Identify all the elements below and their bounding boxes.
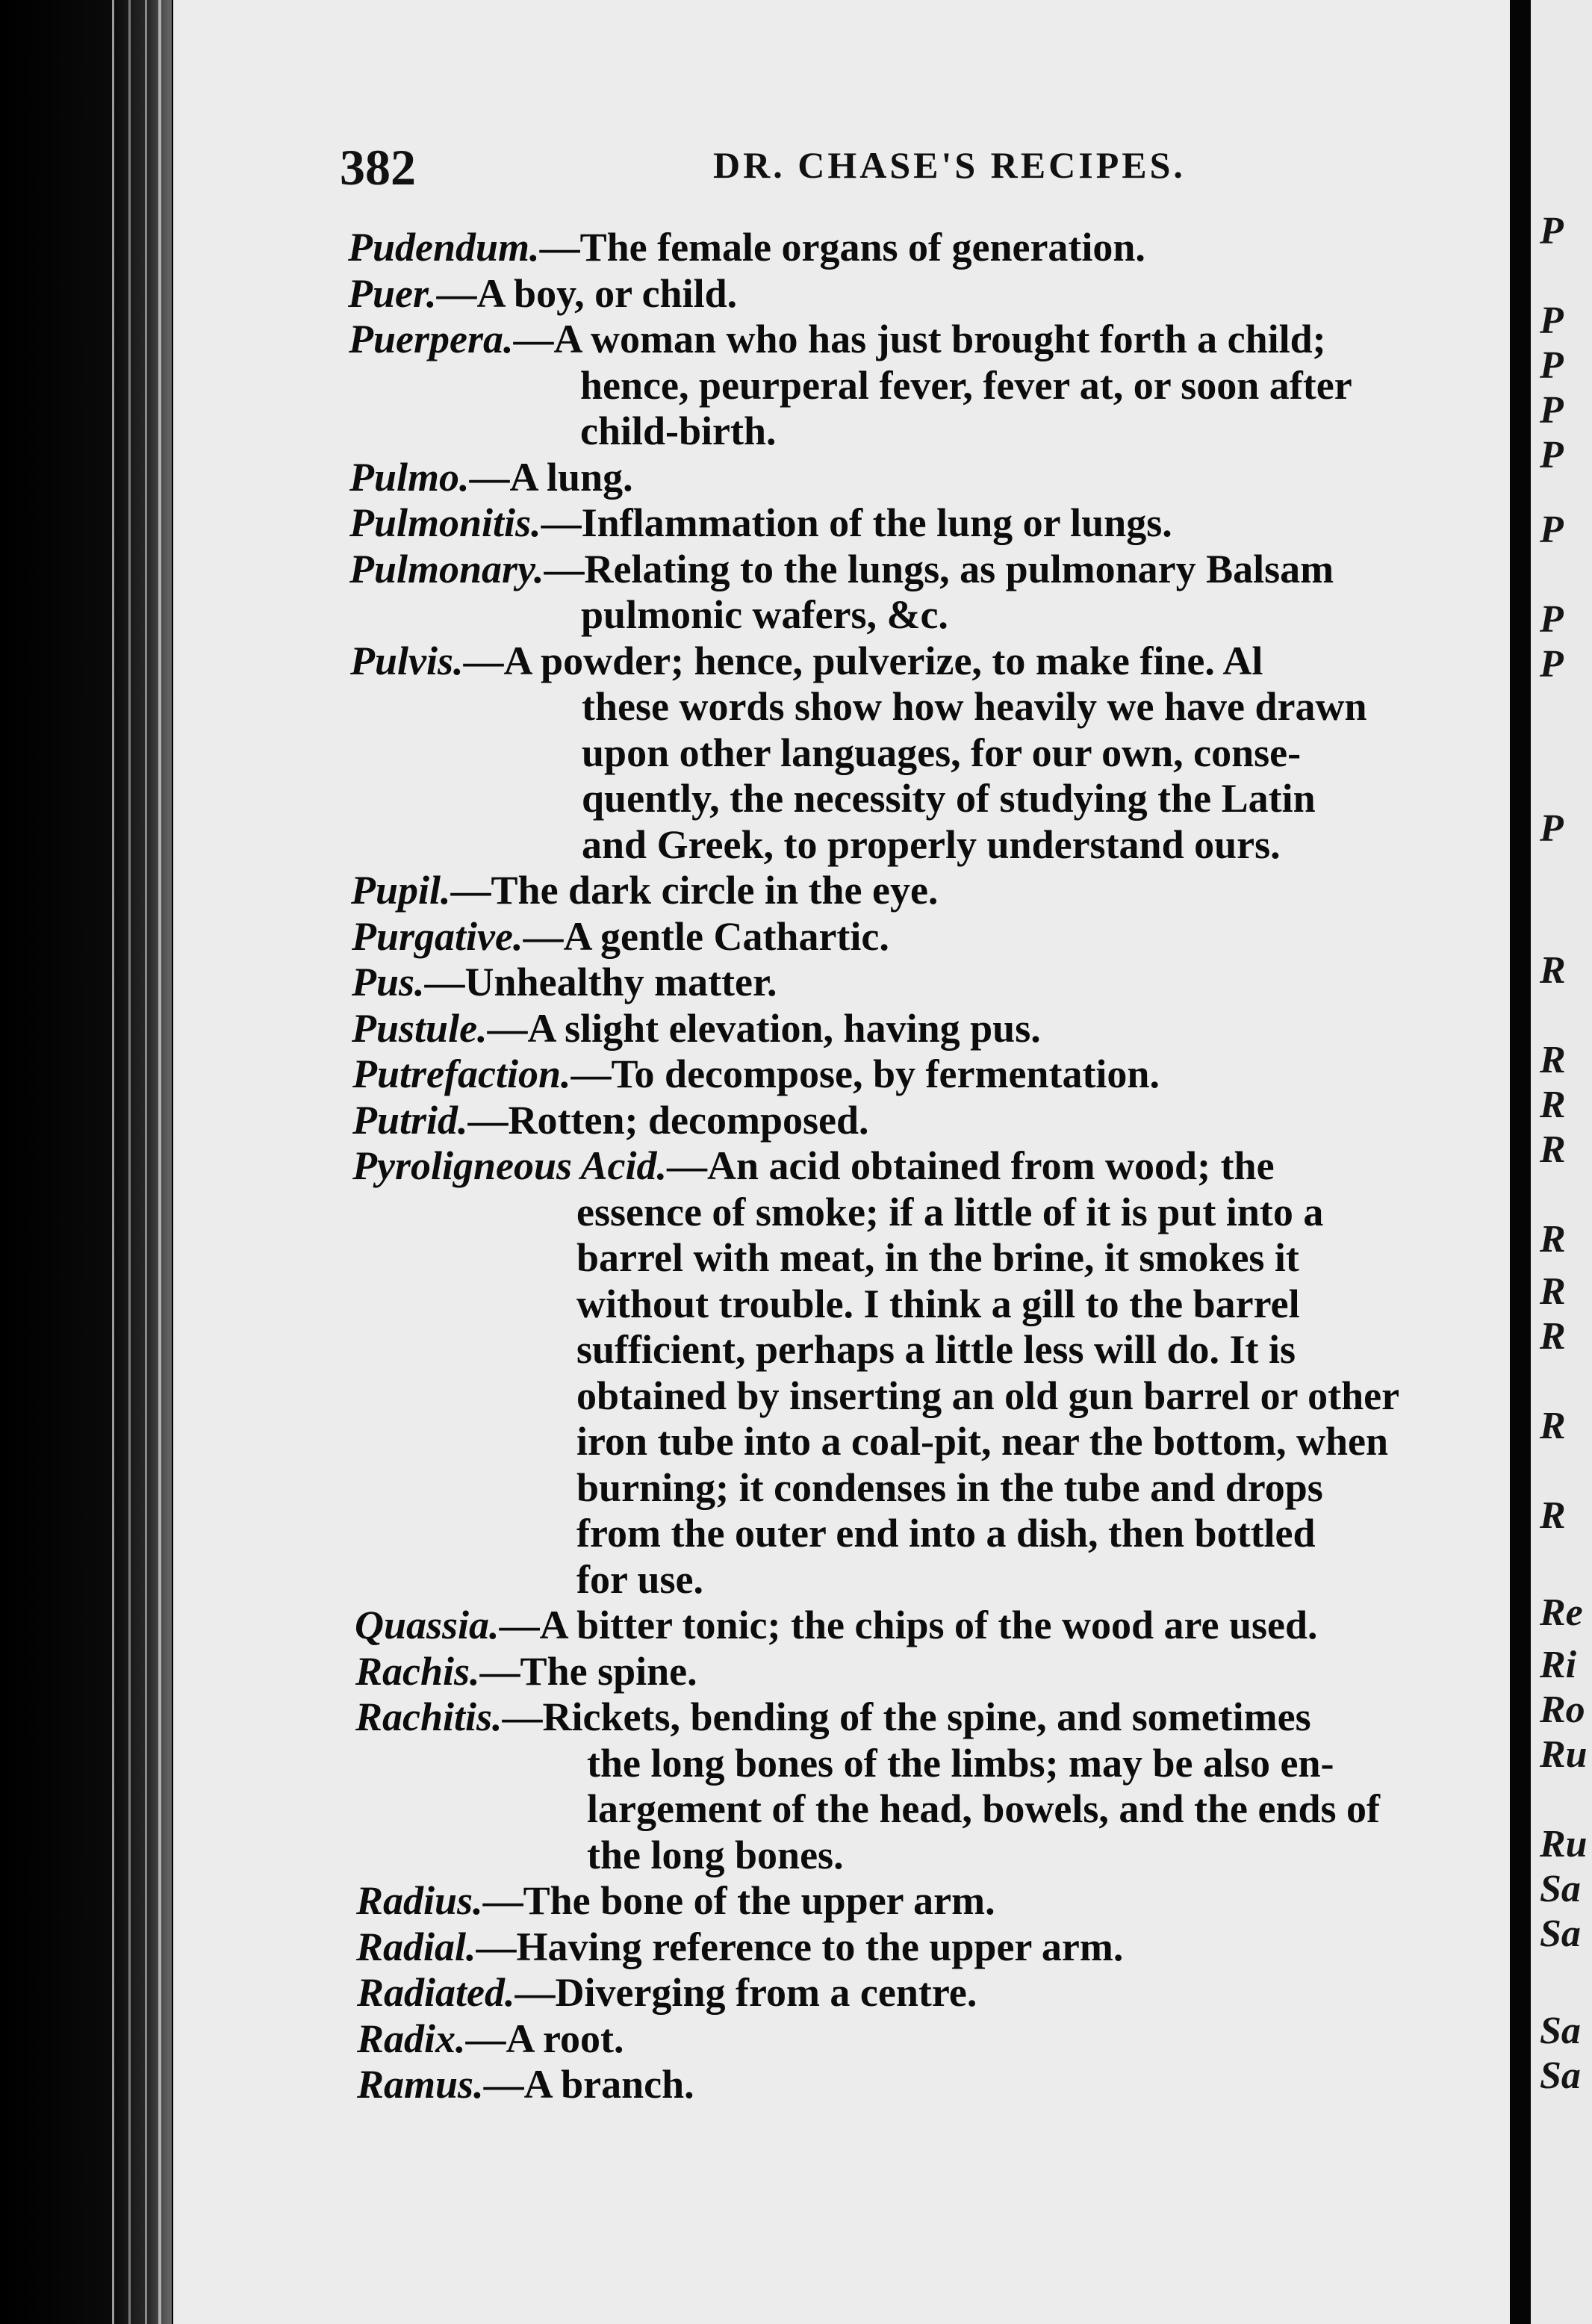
- entry-continuation-line: the long bones of the limbs; may be also en-: [587, 1740, 1334, 1786]
- entry-term: Radial.: [356, 1924, 476, 1969]
- facing-page-letter: R: [1540, 1315, 1566, 1358]
- entry-term: Purgative.: [352, 913, 523, 959]
- facing-page-letter: Ro: [1540, 1688, 1585, 1731]
- entry-line: [357, 2016, 624, 2062]
- facing-page-sliver: [1531, 0, 1592, 2324]
- em-dash: —: [450, 868, 491, 913]
- em-dash: —: [482, 1878, 523, 1923]
- page-edge-stripe: [158, 0, 161, 2324]
- entry-line: [348, 270, 737, 317]
- facing-page-letter: Sa: [1540, 1913, 1581, 1955]
- running-head-title: DR. CHASE'S RECIPES.: [713, 144, 1186, 186]
- entry-line: [352, 959, 777, 1005]
- em-dash: —: [479, 1648, 520, 1694]
- em-dash: —: [544, 546, 585, 591]
- entry-term: Pupil.: [351, 868, 451, 913]
- em-dash: —: [667, 1143, 708, 1188]
- entry-definition: A slight elevation, having pus.: [527, 1005, 1041, 1051]
- em-dash: —: [541, 500, 582, 545]
- entry-term: Rachis.: [355, 1648, 480, 1694]
- entry-line: [348, 224, 1145, 270]
- facing-page-letter: R: [1540, 1218, 1566, 1261]
- entry-continuation-line: iron tube into a coal-pit, near the bottom, when: [576, 1419, 1389, 1464]
- entry-line: [349, 546, 1334, 592]
- facing-page-letter: P: [1540, 389, 1564, 432]
- entry-continuation-line: hence, peurperal fever, fever at, or soon after: [580, 362, 1352, 408]
- entry-continuation-line: pulmonic wafers, &c.: [581, 592, 948, 637]
- facing-page-letter: Ru: [1540, 1823, 1588, 1865]
- entry-continuation-line: and Greek, to properly understand ours.: [582, 821, 1281, 867]
- entry-continuation-line: obtained by inserting an old gun barrel or other: [576, 1373, 1400, 1418]
- entry-line: [349, 454, 633, 500]
- facing-page-letter: R: [1540, 1084, 1566, 1126]
- facing-page-letter: R: [1540, 949, 1566, 992]
- entry-line: [350, 638, 1263, 684]
- entry-term: Quassia.: [355, 1603, 500, 1647]
- entry-line: [352, 1051, 1160, 1097]
- entry-definition: The female organs of generation.: [579, 225, 1145, 270]
- facing-page-letter: P: [1540, 509, 1564, 551]
- entry-definition: The dark circle in the eye.: [491, 868, 939, 913]
- entry-line: [355, 1602, 1318, 1648]
- entry-continuation-line: the long bones.: [587, 1832, 844, 1877]
- entry-term: Putrefaction.: [352, 1051, 571, 1096]
- em-dash: —: [570, 1051, 612, 1096]
- entry-continuation-line: burning; it condenses in the tube and drops: [576, 1464, 1323, 1510]
- entry-continuation-line: quently, the necessity of studying the Latin: [582, 776, 1316, 821]
- entry-definition: To decompose, by fermentation.: [611, 1051, 1160, 1096]
- entry-definition: Relating to the lungs, as pulmonary Balsam: [584, 546, 1334, 591]
- facing-page-letter: Sa: [1540, 2054, 1581, 2097]
- entry-definition: A lung.: [509, 454, 633, 500]
- em-dash: —: [469, 454, 510, 500]
- em-dash: —: [436, 270, 477, 316]
- entry-definition: A powder; hence, pulverize, to make fine. Al: [503, 638, 1263, 683]
- facing-page-letter: P: [1540, 807, 1564, 850]
- facing-page-letter: P: [1540, 643, 1564, 686]
- entry-definition: Inflammation of the lung or lungs.: [581, 500, 1172, 545]
- entry-definition: Having reference to the upper arm.: [516, 1924, 1124, 1969]
- entry-line: [356, 1924, 1123, 1970]
- facing-page-letter: P: [1540, 344, 1564, 387]
- em-dash: —: [467, 1097, 509, 1143]
- entry-definition: A bitter tonic; the chips of the wood are used.: [539, 1603, 1318, 1647]
- entry-term: Radius.: [356, 1878, 483, 1923]
- entry-definition: The bone of the upper arm.: [523, 1878, 995, 1923]
- entry-continuation-line: from the outer end into a dish, then bottled: [576, 1511, 1316, 1556]
- entry-term: Rachitis.: [355, 1694, 503, 1739]
- entry-line: [352, 1143, 1275, 1189]
- entry-term: Pulmonitis.: [349, 500, 541, 545]
- em-dash: —: [463, 638, 504, 683]
- facing-page-letter: P: [1540, 598, 1564, 641]
- entry-term: Ramus.: [357, 2062, 484, 2107]
- entry-definition: A gentle Cathartic.: [563, 913, 889, 959]
- facing-page-letter: R: [1540, 1128, 1566, 1171]
- entry-definition: Unhealthy matter.: [464, 960, 777, 1004]
- em-dash: —: [499, 1603, 540, 1647]
- em-dash: —: [483, 2062, 524, 2107]
- entry-term: Pulvis.: [350, 638, 464, 683]
- entry-continuation-line: for use.: [576, 1556, 703, 1602]
- running-head: [340, 45, 1535, 196]
- entry-definition: A woman who has just brought forth a child;: [553, 317, 1326, 361]
- em-dash: —: [476, 1924, 517, 1969]
- entry-term: Puerpera.: [349, 317, 514, 361]
- page-gap: [1510, 0, 1531, 2324]
- entry-definition: A root.: [506, 2016, 624, 2061]
- entry-continuation-line: largement of the head, bowels, and the ends of: [587, 1786, 1380, 1831]
- entry-line: [349, 500, 1172, 546]
- entry-continuation-line: sufficient, perhaps a little less will do. It is: [576, 1327, 1296, 1372]
- entry-term: Pus.: [352, 960, 425, 1004]
- entry-line: [355, 1694, 1311, 1740]
- entry-line: [356, 1877, 995, 1924]
- entry-continuation-line: without trouble. I think a gill to the barrel: [576, 1281, 1300, 1326]
- entry-term: Pyroligneous Acid.: [352, 1143, 668, 1188]
- entry-continuation-line: essence of smoke; if a little of it is put into a: [576, 1189, 1324, 1234]
- entry-line: [349, 316, 1326, 362]
- entry-continuation-line: these words show how heavily we have drawn: [582, 684, 1367, 729]
- entry-term: Pustule.: [352, 1005, 488, 1051]
- page-edge-stripe: [112, 0, 114, 2324]
- facing-page-letter: P: [1540, 210, 1564, 252]
- entry-line: [355, 1648, 697, 1694]
- entry-line: [352, 913, 889, 960]
- facing-page-letter: R: [1540, 1039, 1566, 1081]
- em-dash: —: [487, 1005, 528, 1051]
- entry-definition: The spine.: [520, 1648, 697, 1694]
- entry-line: [352, 1097, 869, 1143]
- page-number: 382: [340, 139, 416, 196]
- facing-page-letter: R: [1540, 1405, 1566, 1447]
- entry-line: [351, 867, 938, 913]
- page-edge-stripe: [128, 0, 131, 2324]
- entry-line: [357, 2061, 694, 2107]
- entry-definition: An acid obtained from wood; the: [707, 1143, 1275, 1188]
- entry-definition: Rotten; decomposed.: [508, 1097, 869, 1143]
- facing-page-letter: Sa: [1540, 1868, 1581, 1910]
- facing-page-letter: Ri: [1540, 1644, 1577, 1686]
- entry-definition: A branch.: [523, 2062, 694, 2107]
- entry-definition: A boy, or child.: [476, 270, 738, 316]
- facing-page-letter: P: [1540, 299, 1564, 342]
- entry-continuation-line: barrel with meat, in the brine, it smokes it: [576, 1235, 1299, 1280]
- facing-page-letter: Sa: [1540, 2010, 1581, 2052]
- facing-page-letter: P: [1540, 434, 1564, 476]
- facing-page-letter: R: [1540, 1494, 1566, 1537]
- entry-continuation-line: child-birth.: [580, 408, 777, 453]
- entry-line: [352, 1005, 1041, 1051]
- facing-page-letter: R: [1540, 1270, 1566, 1313]
- em-dash: —: [424, 960, 465, 1004]
- page-edge-stripe: [145, 0, 147, 2324]
- entry-term: Pulmo.: [349, 454, 470, 500]
- em-dash: —: [465, 2016, 506, 2061]
- facing-page-letter: Re: [1540, 1591, 1583, 1634]
- entry-term: Radix.: [357, 2016, 466, 2061]
- entry-term: Pudendum.: [348, 225, 540, 270]
- entry-definition: Diverging from a centre.: [555, 1970, 977, 2015]
- entry-definition: Rickets, bending of the spine, and sometimes: [542, 1694, 1311, 1739]
- em-dash: —: [539, 225, 580, 270]
- entry-line: [357, 1969, 977, 2016]
- em-dash: —: [513, 317, 554, 361]
- entry-term: Pulmonary.: [349, 546, 544, 591]
- em-dash: —: [502, 1694, 543, 1739]
- entry-term: Putrid.: [352, 1097, 468, 1143]
- facing-page-letter: Ru: [1540, 1733, 1588, 1776]
- entry-term: Radiated.: [357, 1970, 515, 2015]
- em-dash: —: [523, 913, 564, 959]
- entry-term: Puer.: [348, 270, 437, 316]
- em-dash: —: [514, 1970, 556, 2015]
- entry-continuation-line: upon other languages, for our own, conse-: [582, 730, 1302, 775]
